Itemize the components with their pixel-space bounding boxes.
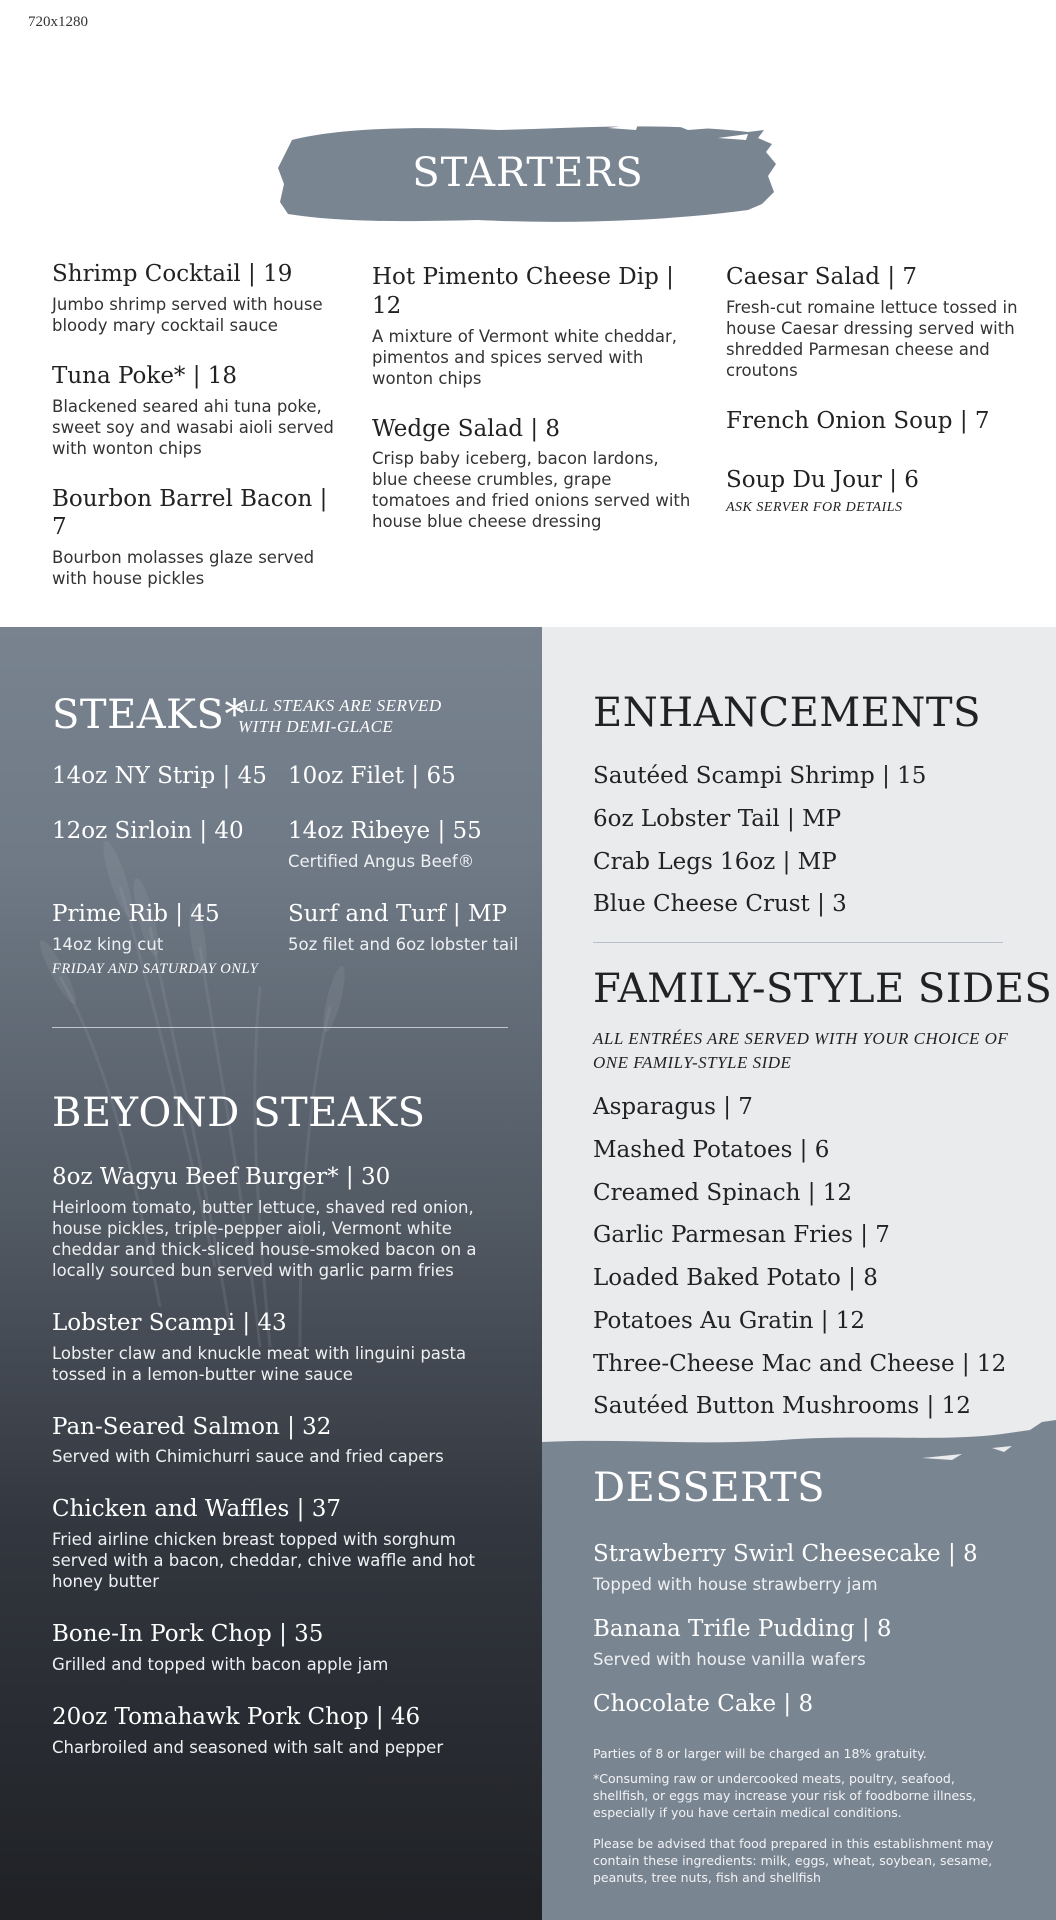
item-title: Prime Rib | 45 bbox=[52, 901, 220, 927]
gratuity-note: Parties of 8 or larger will be charged an 18% gratuity. bbox=[593, 1746, 927, 1761]
sides-list bbox=[593, 1093, 1023, 1435]
starters-column-2 bbox=[372, 263, 692, 558]
sides-note: ALL ENTRÉES ARE SERVED WITH YOUR CHOICE OF ONE FAMILY-STYLE SIDE bbox=[593, 1029, 1009, 1072]
item-description: Topped with house strawberry jam bbox=[593, 1574, 878, 1594]
item-title: Chocolate Cake | 8 bbox=[593, 1690, 814, 1717]
item-description: Grilled and topped with bacon apple jam bbox=[52, 1654, 389, 1674]
item-note: FRIDAY AND SATURDAY ONLY bbox=[52, 960, 259, 977]
steaks-heading: STEAKS* bbox=[52, 692, 245, 738]
item-description: Fresh-cut romaine lettuce tossed in house Caesar dressing served with shredded Parmesan cheese and croutons bbox=[726, 297, 1018, 380]
divider bbox=[52, 1027, 508, 1028]
menu-item bbox=[52, 1413, 482, 1468]
item-title: French Onion Soup | 7 bbox=[726, 407, 990, 434]
item-description: Blackened seared ahi tuna poke, sweet soy and wasabi aioli served with wonton chips bbox=[52, 396, 334, 458]
menu-item bbox=[52, 1620, 482, 1675]
footnotes bbox=[593, 1745, 1003, 1894]
item-title: Bone-In Pork Chop | 35 bbox=[52, 1621, 324, 1647]
item-title: Bourbon Barrel Bacon | 7 bbox=[52, 485, 328, 541]
item-description: Heirloom tomato, butter lettuce, shaved red onion, house pickles, triple-pepper aioli, Vermont white cheddar and thick-sliced house-smoked bacon on a locally sourced bun served with garlic parm fries bbox=[52, 1197, 477, 1280]
item-title: 12oz Sirloin | 40 bbox=[52, 818, 244, 844]
menu-item bbox=[52, 1495, 482, 1592]
item-description: Crisp baby iceberg, bacon lardons, blue cheese crumbles, grape tomatoes and fried onions served with house blue cheese dressing bbox=[372, 449, 691, 532]
enhancement-item: 6oz Lobster Tail | MP bbox=[593, 805, 842, 832]
menu-item bbox=[288, 762, 528, 791]
divider bbox=[593, 942, 1003, 943]
side-item: Potatoes Au Gratin | 12 bbox=[593, 1307, 866, 1334]
item-note: ASK SERVER FOR DETAILS bbox=[726, 500, 903, 516]
side-item: Sautéed Button Mushrooms | 12 bbox=[593, 1393, 971, 1420]
menu-item bbox=[726, 407, 1026, 436]
menu-item bbox=[52, 1703, 482, 1758]
item-description: Fried airline chicken breast topped with sorghum served with a bacon, cheddar, chive waffle and hot honey butter bbox=[52, 1530, 476, 1591]
item-description: Lobster claw and knuckle meat with linguini pasta tossed in a lemon-butter wine sauce bbox=[52, 1343, 467, 1384]
allergen-note: Please be advised that food prepared in this establishment may contain these ingredients: milk, eggs, wheat, soybean, sesame, peanuts, tree nuts, fish and shellfish bbox=[593, 1836, 994, 1885]
item-description: Jumbo shrimp served with house bloody mary cocktail sauce bbox=[52, 294, 323, 335]
beyond-steaks-list bbox=[52, 1163, 482, 1758]
item-description: Charbroiled and seasoned with salt and pepper bbox=[52, 1737, 444, 1757]
side-item: Three-Cheese Mac and Cheese | 12 bbox=[593, 1350, 1007, 1377]
sides-heading: FAMILY-STYLE SIDES bbox=[593, 966, 1053, 1012]
item-title: 20oz Tomahawk Pork Chop | 46 bbox=[52, 1703, 421, 1730]
menu-item bbox=[52, 762, 272, 791]
beyond-steaks-heading: BEYOND STEAKS bbox=[52, 1090, 426, 1136]
menu-item bbox=[52, 1163, 482, 1281]
menu-item bbox=[372, 415, 692, 533]
item-title: 14oz NY Strip | 45 bbox=[52, 763, 267, 789]
desserts-heading: DESSERTS bbox=[593, 1465, 826, 1511]
menu-item bbox=[372, 263, 692, 389]
menu-item bbox=[52, 1309, 482, 1385]
beyond-steaks-heading-group bbox=[52, 1090, 426, 1136]
menu-item bbox=[593, 1690, 1013, 1719]
consumer-advisory: *Consuming raw or undercooked meats, poultry, seafood, shellfish, or eggs may increase your risk of foodborne illness, especially if you have certain medical conditions. bbox=[593, 1771, 977, 1820]
desserts-heading-group bbox=[593, 1465, 825, 1511]
item-title: Banana Trifle Pudding | 8 bbox=[593, 1615, 892, 1642]
item-description: Served with Chimichurri sauce and fried capers bbox=[52, 1447, 444, 1467]
item-title: Pan-Seared Salmon | 32 bbox=[52, 1413, 332, 1440]
item-title: Caesar Salad | 7 bbox=[726, 264, 918, 290]
starters-column-3 bbox=[726, 263, 1026, 542]
menu-item bbox=[288, 900, 528, 955]
item-title: Shrimp Cocktail | 19 bbox=[52, 261, 293, 287]
menu-item bbox=[593, 1540, 1013, 1595]
item-description: 14oz king cut bbox=[52, 934, 164, 954]
side-item: Mashed Potatoes | 6 bbox=[593, 1136, 830, 1163]
starters-heading: STARTERS bbox=[412, 150, 644, 196]
menu-item bbox=[52, 260, 342, 336]
desserts-list bbox=[593, 1540, 1013, 1718]
enhancement-item: Blue Cheese Crust | 3 bbox=[593, 891, 847, 918]
item-title: Chicken and Waffles | 37 bbox=[52, 1496, 341, 1523]
item-title: Hot Pimento Cheese Dip | 12 bbox=[372, 264, 674, 319]
menu-item bbox=[52, 817, 272, 846]
item-title: 10oz Filet | 65 bbox=[288, 763, 456, 789]
enhancements-list bbox=[593, 762, 1013, 933]
side-item: Asparagus | 7 bbox=[593, 1094, 753, 1120]
steaks-heading-group bbox=[52, 692, 245, 738]
item-description: Served with house vanilla wafers bbox=[593, 1649, 866, 1669]
enhancement-item: Crab Legs 16oz | MP bbox=[593, 848, 837, 875]
side-item: Loaded Baked Potato | 8 bbox=[593, 1265, 878, 1291]
side-item: Creamed Spinach | 12 bbox=[593, 1179, 853, 1206]
item-description: 5oz filet and 6oz lobster tail bbox=[288, 934, 519, 954]
menu-item bbox=[593, 1615, 1013, 1670]
menu-item bbox=[52, 900, 282, 978]
dimension-label: 720x1280 bbox=[28, 14, 88, 30]
item-title: Tuna Poke* | 18 bbox=[52, 362, 238, 389]
item-description: Bourbon molasses glaze served with house pickles bbox=[52, 548, 315, 588]
item-title: Strawberry Swirl Cheesecake | 8 bbox=[593, 1541, 978, 1567]
menu-item bbox=[52, 485, 342, 590]
starters-column-1 bbox=[52, 260, 342, 615]
menu-item bbox=[288, 817, 528, 872]
item-title: 8oz Wagyu Beef Burger* | 30 bbox=[52, 1164, 391, 1190]
sides-heading-group bbox=[593, 966, 1052, 1012]
item-title: Surf and Turf | MP bbox=[288, 901, 508, 927]
enhancement-item: Sautéed Scampi Shrimp | 15 bbox=[593, 763, 927, 789]
menu-item bbox=[726, 263, 1026, 381]
menu-item bbox=[726, 466, 1026, 517]
enhancements-heading-group bbox=[593, 690, 981, 736]
item-title: 14oz Ribeye | 55 bbox=[288, 818, 482, 844]
item-title: Wedge Salad | 8 bbox=[372, 415, 561, 442]
side-item: Garlic Parmesan Fries | 7 bbox=[593, 1222, 890, 1249]
item-description: A mixture of Vermont white cheddar, pimentos and spices served with wonton chips bbox=[372, 326, 678, 388]
menu-item bbox=[52, 362, 342, 459]
steaks-note: ALL STEAKS ARE SERVED WITH DEMI-GLACE bbox=[238, 696, 442, 736]
enhancements-heading: ENHANCEMENTS bbox=[593, 690, 982, 736]
item-title: Soup Du Jour | 6 bbox=[726, 466, 919, 493]
item-description: Certified Angus Beef® bbox=[288, 851, 475, 871]
item-title: Lobster Scampi | 43 bbox=[52, 1309, 287, 1336]
